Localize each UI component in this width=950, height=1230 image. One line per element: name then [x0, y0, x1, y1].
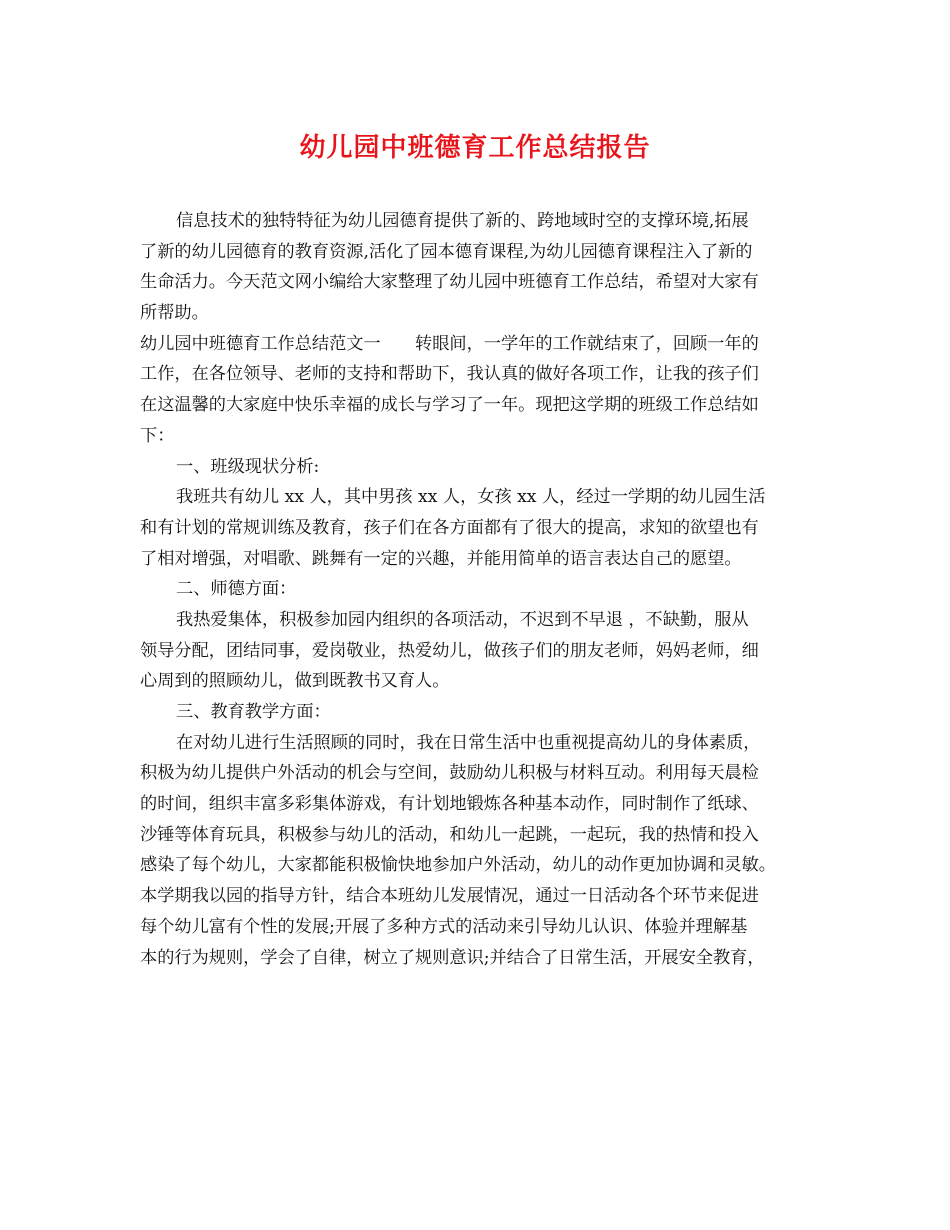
body-line: 本的行为规则，学会了自律，树立了规则意识;并结合了日常生活，开展安全教育， [140, 947, 765, 968]
body-line: 我班共有幼儿 xx 人，其中男孩 xx 人，女孩 xx 人，经过一学期的幼儿园生活 [176, 487, 766, 508]
body-line: 和有计划的常规训练及教育，孩子们在各方面都有了很大的提高，求知的欲望也有 [140, 517, 759, 538]
body-line: 三、教育教学方面： [176, 702, 331, 722]
body-line: 我热爱集体，积极参加园内组织的各项活动，不迟到不早退 ，不缺勤，服从 [176, 609, 749, 630]
body-line: 二、师德方面： [176, 579, 297, 600]
body-line: 了新的幼儿园德育的教育资源,活化了园本德育课程,为幼儿园德育课程注入了新的 [140, 241, 753, 262]
body-line: 幼儿园中班德育工作总结范文一 转眼间，一学年的工作就结束了，回顾一年的 [140, 333, 759, 354]
body-line: 沙锤等体育玩具，积极参与幼儿的活动，和幼儿一起跳，一起玩，我的热情和投入 [140, 824, 759, 845]
body-line: 生命活力。今天范文网小编给大家整理了幼儿园中班德育工作总结，希望对大家有 [140, 272, 759, 293]
body-line: 心周到的照顾幼儿，做到既教书又育人。 [140, 671, 450, 692]
body-line: 在这温馨的大家庭中快乐幸福的成长与学习了一年。现把这学期的班级工作总结如 [140, 395, 759, 416]
document-body [140, 206, 815, 973]
document-title: 幼儿园中班德育工作总结报告 [299, 133, 651, 163]
body-line: 信息技术的独特特征为幼儿园德育提供了新的、跨地域时空的支撑环境,拓展 [176, 211, 749, 231]
body-line: 所帮助。 [140, 303, 209, 324]
body-line: 领导分配，团结同事，爱岗敬业，热爱幼儿，做孩子们的朋友老师，妈妈老师，细 [140, 640, 759, 661]
body-line: 每个幼儿富有个性的发展;开展了多种方式的活动来引导幼儿认识、体验并理解基 [140, 916, 748, 937]
body-line: 下： [140, 425, 175, 446]
body-line: 了相对增强，对唱歌、跳舞有一定的兴趣，并能用简单的语言表达自己的愿望。 [140, 548, 742, 569]
body-line: 在对幼儿进行生活照顾的同时，我在日常生活中也重视提高幼儿的身体素质， [176, 732, 761, 753]
body-line: 感染了每个幼儿，大家都能积极愉快地参加户外活动，幼儿的动作更加协调和灵敏。 [140, 855, 776, 876]
body-line: 工作，在各位领导、老师的支持和帮助下，我认真的做好各项工作，让我的孩子们 [140, 364, 759, 385]
body-line: 本学期我以园的指导方针，结合本班幼儿发展情况，通过一日活动各个环节来促进 [140, 886, 759, 907]
body-line: 积极为幼儿提供户外活动的机会与空间，鼓励幼儿积极与材料互动。利用每天晨检 [140, 763, 759, 784]
body-line: 一、班级现状分析: [176, 456, 320, 477]
body-line: 的时间，组织丰富多彩集体游戏，有计划地锻炼各种基本动作，同时制作了纸球、 [140, 794, 759, 815]
